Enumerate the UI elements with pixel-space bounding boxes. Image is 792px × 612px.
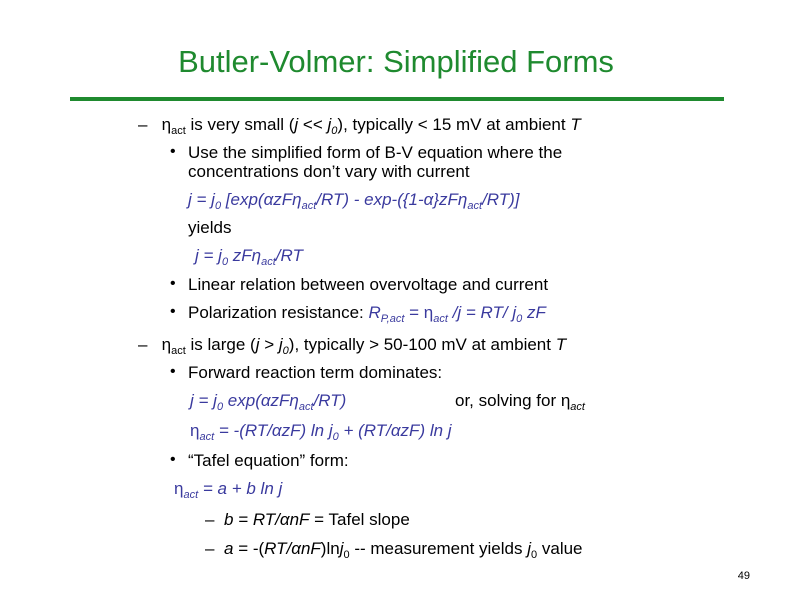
eq-part: R	[368, 303, 381, 322]
text: or, solving for η	[455, 391, 571, 410]
bullet-marker: •	[170, 275, 176, 292]
solving-note	[455, 391, 585, 411]
eq-part: /j = RT/ j	[447, 303, 517, 322]
tafel-slope-line	[224, 510, 410, 530]
text: -- measurement yields	[349, 539, 528, 558]
equation-forward	[190, 391, 346, 411]
eq-part: [exp(αzFη	[221, 190, 302, 209]
yields-text: yields	[188, 218, 232, 237]
subscript: act	[433, 313, 448, 325]
text: <<	[298, 115, 328, 134]
bullet-marker: •	[170, 303, 176, 320]
text: Polarization resistance:	[188, 303, 369, 322]
title-underline	[70, 97, 724, 101]
var-T: T	[555, 335, 567, 354]
dash-marker: –	[205, 539, 215, 558]
eta-symbol: η	[161, 335, 172, 354]
subscript: 0	[332, 431, 339, 443]
section2-bullet2: “Tafel equation” form:	[188, 451, 349, 470]
eq-part: a	[224, 539, 234, 558]
dash-marker: –	[205, 510, 215, 529]
section2-bullet1: Forward reaction term dominates:	[188, 363, 443, 382]
section1-bullet3	[188, 303, 546, 323]
text: ), typically < 15 mV at ambient	[337, 115, 571, 134]
section1-bullet1-line2: concentrations don’t vary with current	[188, 162, 470, 181]
subscript: 0	[331, 125, 338, 137]
tafel-intercept-line	[224, 539, 583, 559]
var-j0: j	[278, 335, 283, 354]
eq-part: η	[190, 421, 200, 440]
subscript: act	[570, 401, 585, 413]
eq-part: exp(αzFη	[223, 391, 299, 410]
eta-symbol: η	[161, 115, 172, 134]
section1-header	[138, 115, 581, 135]
eq-part: = η	[404, 303, 434, 322]
text: ), typically > 50-100 mV at ambient	[288, 335, 556, 354]
text: = -(	[233, 539, 265, 558]
subscript: P,act	[380, 313, 405, 325]
dash-marker: –	[138, 335, 148, 354]
subscript: 0	[343, 549, 350, 561]
eq-part: b = RT/αnF	[224, 510, 310, 529]
page-number: 49	[737, 570, 750, 582]
equation-linear	[195, 246, 303, 266]
subscript: 0	[214, 200, 222, 212]
slide-title: Butler-Volmer: Simplified Forms	[178, 44, 614, 79]
section1-bullet1-line1: Use the simplified form of B-V equation where the	[188, 143, 563, 162]
var-j0: j	[327, 115, 332, 134]
subscript: act	[298, 401, 314, 413]
eq-part: η	[174, 479, 184, 498]
subscript: 0	[221, 256, 229, 268]
text: = Tafel slope	[309, 510, 410, 529]
eq-part: zF	[522, 303, 546, 322]
subscript: act	[301, 200, 317, 212]
var-j: j	[527, 539, 532, 558]
eq-part: zFη	[228, 246, 262, 265]
subscript: act	[467, 200, 483, 212]
text: value	[537, 539, 583, 558]
subscript: act	[199, 431, 215, 443]
eq-part: /RT)	[313, 391, 347, 410]
subscript: act	[183, 489, 199, 501]
var-T: T	[570, 115, 581, 134]
subscript: 0	[516, 313, 523, 325]
eq-part: = a + b ln j	[198, 479, 283, 498]
subscript: act	[261, 256, 276, 268]
bullet-marker: •	[170, 451, 176, 468]
text: is very small (	[185, 115, 295, 134]
section2-header	[138, 335, 566, 355]
text: )ln	[320, 539, 340, 558]
text: is large (	[185, 335, 256, 354]
eq-part: /RT)]	[482, 190, 520, 209]
section1-bullet2: Linear relation between overvoltage and current	[188, 275, 549, 294]
dash-marker: –	[138, 115, 148, 134]
subscript: 0	[531, 549, 538, 561]
bullet-marker: •	[170, 363, 176, 380]
eq-part: RT/αnF	[264, 539, 321, 558]
var-j: j	[255, 335, 260, 354]
var-j: j	[294, 115, 299, 134]
equation-bv-full	[188, 190, 520, 210]
subscript: 0	[216, 401, 224, 413]
eq-part: /RT	[275, 246, 303, 265]
eq-part: + (RT/αzF) ln j	[338, 421, 452, 440]
eq-part: j = j	[195, 246, 222, 265]
text: >	[259, 335, 279, 354]
bullet-marker: •	[170, 143, 176, 160]
eq-part: j = j	[188, 190, 215, 209]
equation-eta-solved	[190, 421, 452, 441]
eq-part: /RT) - exp-({1-α}zFη	[316, 190, 468, 209]
equation-tafel	[174, 479, 282, 499]
subscript: act	[171, 345, 186, 357]
var-j: j	[339, 539, 344, 558]
subscript: 0	[282, 345, 289, 357]
eq-part: j = j	[190, 391, 217, 410]
eq-part: = -(RT/αzF) ln j	[214, 421, 333, 440]
subscript: act	[171, 125, 186, 137]
